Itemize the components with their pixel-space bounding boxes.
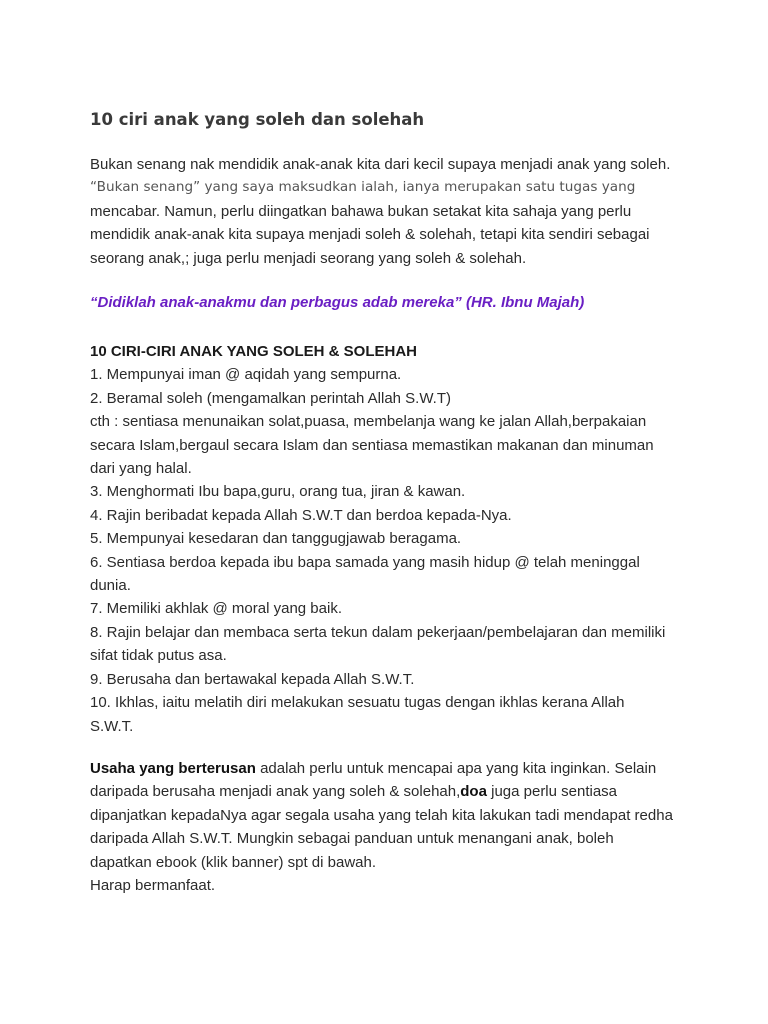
closing-line: Harap bermanfaat.	[90, 877, 216, 895]
list-item: cth : sentiasa menunaikan solat,puasa, membelanja wang ke jalan Allah,berpakaian	[90, 413, 647, 431]
list-item: sifat tidak putus asa.	[90, 647, 227, 665]
closing-line	[90, 757, 690, 780]
closing-line: daripada Allah S.W.T. Mungkin sebagai panduan untuk menangani anak, boleh	[90, 830, 614, 848]
ciri-list	[90, 340, 690, 738]
list-item: secara Islam,bergaul secara Islam dan sentiasa memastikan makanan dan minuman	[90, 436, 654, 454]
list-item: dari yang halal.	[90, 460, 192, 478]
closing-line: dipanjatkan kepadaNya agar segala usaha yang telah kita lakukan tadi mendapat redha	[90, 806, 673, 824]
list-item: 1. Mempunyai iman @ aqidah yang sempurna.	[90, 366, 402, 384]
list-item: 6. Sentiasa berdoa kepada ibu bapa samada yang masih hidup @ telah meninggal	[90, 553, 640, 571]
list-item: 8. Rajin belajar dan membaca serta tekun dalam pekerjaan/pembelajaran dan memiliki	[90, 623, 666, 641]
closing-line	[90, 780, 690, 803]
list-heading: 10 CIRI-CIRI ANAK YANG SOLEH & SOLEHAH	[90, 343, 417, 360]
intro-line: “Bukan senang” yang saya maksudkan ialah, ianya merupakan satu tugas yang	[90, 179, 636, 196]
closing-line: dapatkan ebook (klik banner) spt di bawah.	[90, 853, 377, 871]
closing-paragraph	[90, 757, 690, 897]
list-item: 10. Ikhlas, iaitu melatih diri melakukan sesuatu tugas dengan ikhlas kerana Allah	[90, 694, 625, 712]
intro-line: seorang anak,; juga perlu menjadi seorang yang soleh & solehah.	[90, 249, 527, 267]
closing-text: adalah perlu untuk mencapai apa yang kita inginkan. Selain	[255, 760, 657, 777]
article-title: 10 ciri anak yang soleh dan solehah	[90, 110, 425, 129]
intro-paragraph	[90, 153, 690, 270]
list-item: 3. Menghormati Ibu bapa,guru, orang tua, jiran & kawan.	[90, 483, 466, 501]
list-item: 5. Mempunyai kesedaran dan tanggugjawab beragama.	[90, 530, 462, 548]
closing-emphasis: doa	[460, 783, 487, 801]
list-item: S.W.T.	[90, 717, 134, 735]
closing-emphasis: Usaha yang berterusan	[90, 760, 256, 777]
intro-line: Bukan senang nak mendidik anak-anak kita dari kecil supaya menjadi anak yang soleh.	[90, 156, 671, 173]
closing-text: daripada berusaha menjadi anak yang soleh & solehah,	[90, 783, 461, 801]
list-item: 4. Rajin beribadat kepada Allah S.W.T dan berdoa kepada-Nya.	[90, 506, 512, 524]
closing-text: juga perlu sentiasa	[486, 783, 618, 801]
hadith-quote: “Didiklah anak-anakmu dan perbagus adab mereka” (HR. Ibnu Majah)	[90, 294, 585, 311]
intro-line: mencabar. Namun, perlu diingatkan bahawa bukan setakat kita sahaja yang perlu	[90, 202, 632, 220]
list-item: 2. Beramal soleh (mengamalkan perintah Allah S.W.T)	[90, 389, 452, 407]
list-item: 7. Memiliki akhlak @ moral yang baik.	[90, 600, 342, 618]
intro-line: mendidik anak-anak kita supaya menjadi soleh & solehah, tetapi kita sendiri sebagai	[90, 226, 650, 244]
list-item: dunia.	[90, 577, 131, 595]
list-item: 9. Berusaha dan bertawakal kepada Allah S.W.T.	[90, 670, 415, 688]
